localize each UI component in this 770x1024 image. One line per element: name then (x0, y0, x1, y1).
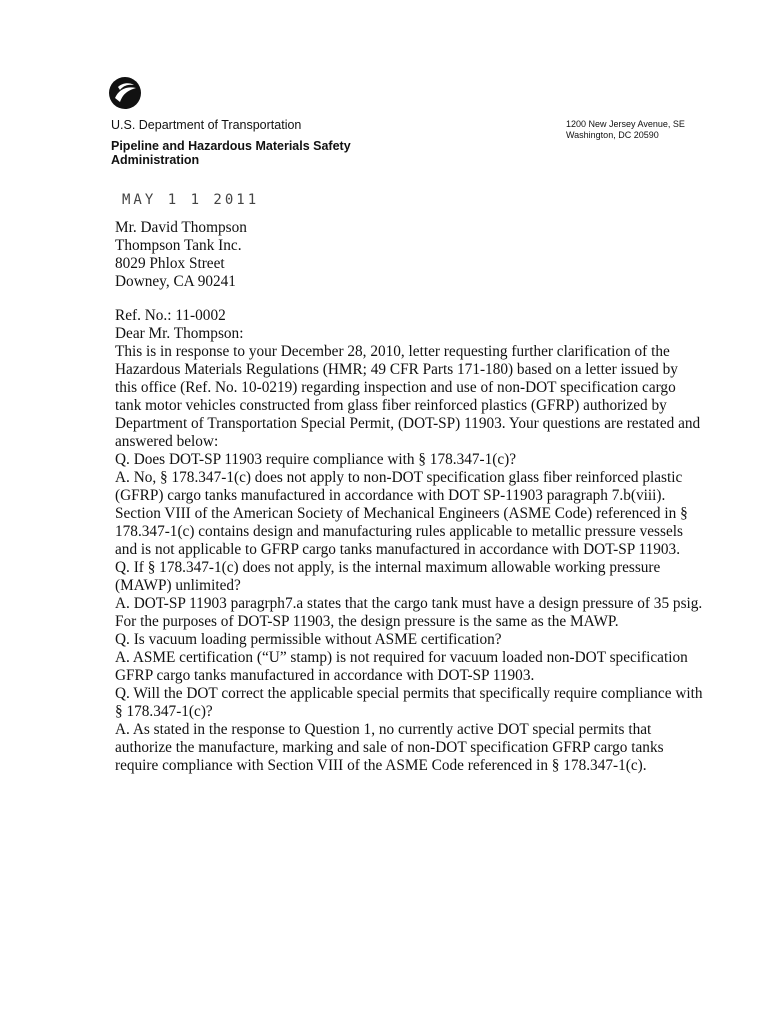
address-street: 1200 New Jersey Avenue, SE (566, 119, 685, 129)
question-4: Q. Will the DOT correct the applicable special permits that specifically require compliance with § 178.347-1(c)? (115, 685, 703, 720)
recipient-name: Mr. David Thompson (115, 219, 247, 236)
agency-header (111, 117, 351, 167)
answer-4: A. As stated in the response to Question 1, no currently active DOT special permits that authorize the manufacture, marking and sale of non-DOT specification GFRP cargo tanks require compliance with Section VIII of the ASME Code referenced in § 178.347-1(c). (115, 721, 664, 774)
reference-number: Ref. No.: 11-0002 (115, 307, 226, 324)
dot-logo-icon (108, 76, 142, 110)
recipient-street: 8029 Phlox Street (115, 255, 225, 272)
administration-name: Pipeline and Hazardous Materials Safety Administration (111, 139, 351, 167)
agency-address (566, 119, 736, 141)
answer-3: A. ASME certification (“U” stamp) is not required for vacuum loaded non-DOT specification GFRP cargo tanks manufactured in accordance with DOT-SP 11903. (115, 649, 688, 684)
date-stamp: MAY 1 1 2011 (122, 192, 260, 208)
department-name: U.S. Department of Transportation (111, 118, 302, 132)
salutation: Dear Mr. Thompson: (115, 325, 244, 342)
intro-paragraph: This is in response to your December 28, 2010, letter requesting further clarification of the Hazardous Materials Regulations (HMR; 49 CFR Parts 171-180) based on a letter issued by this office (Ref. No. 10-0219) regarding inspection and use of non-DOT specification cargo tank motor vehicles constructed from glass fiber reinforced plastics (GFRP) authorized by Department of Transportation Special Permit, (DOT-SP) 11903. Your questions are restated and answered below: (115, 343, 701, 450)
recipient-city: Downey, CA 90241 (115, 273, 236, 290)
recipient-company: Thompson Tank Inc. (115, 237, 242, 254)
letter-body (115, 219, 703, 775)
question-1: Q. Does DOT-SP 11903 require compliance with § 178.347-1(c)? (115, 451, 517, 468)
address-city: Washington, DC 20590 (566, 130, 659, 140)
answer-1: A. No, § 178.347-1(c) does not apply to non-DOT specification glass fiber reinforced plastic (GFRP) cargo tanks manufactured in accordance with DOT SP-11903 paragraph 7.b(viii). Section VIII of the American Society of Mechanical Engineers (ASME Code) referenced in § 178.347-1(c) contains design and manufacturing rules applicable to metallic pressure vessels and is not applicable to GFRP cargo tanks manufactured in accordance with DOT-SP 11903. (115, 469, 688, 558)
question-2: Q. If § 178.347-1(c) does not apply, is the internal maximum allowable working pressure (MAWP) unlimited? (115, 559, 661, 594)
answer-2: A. DOT-SP 11903 paragrph7.a states that the cargo tank must have a design pressure of 35 psig. For the purposes of DOT-SP 11903, the design pressure is the same as the MAWP. (115, 595, 703, 630)
recipient-address (115, 219, 703, 291)
question-3: Q. Is vacuum loading permissible without ASME certification? (115, 631, 502, 648)
